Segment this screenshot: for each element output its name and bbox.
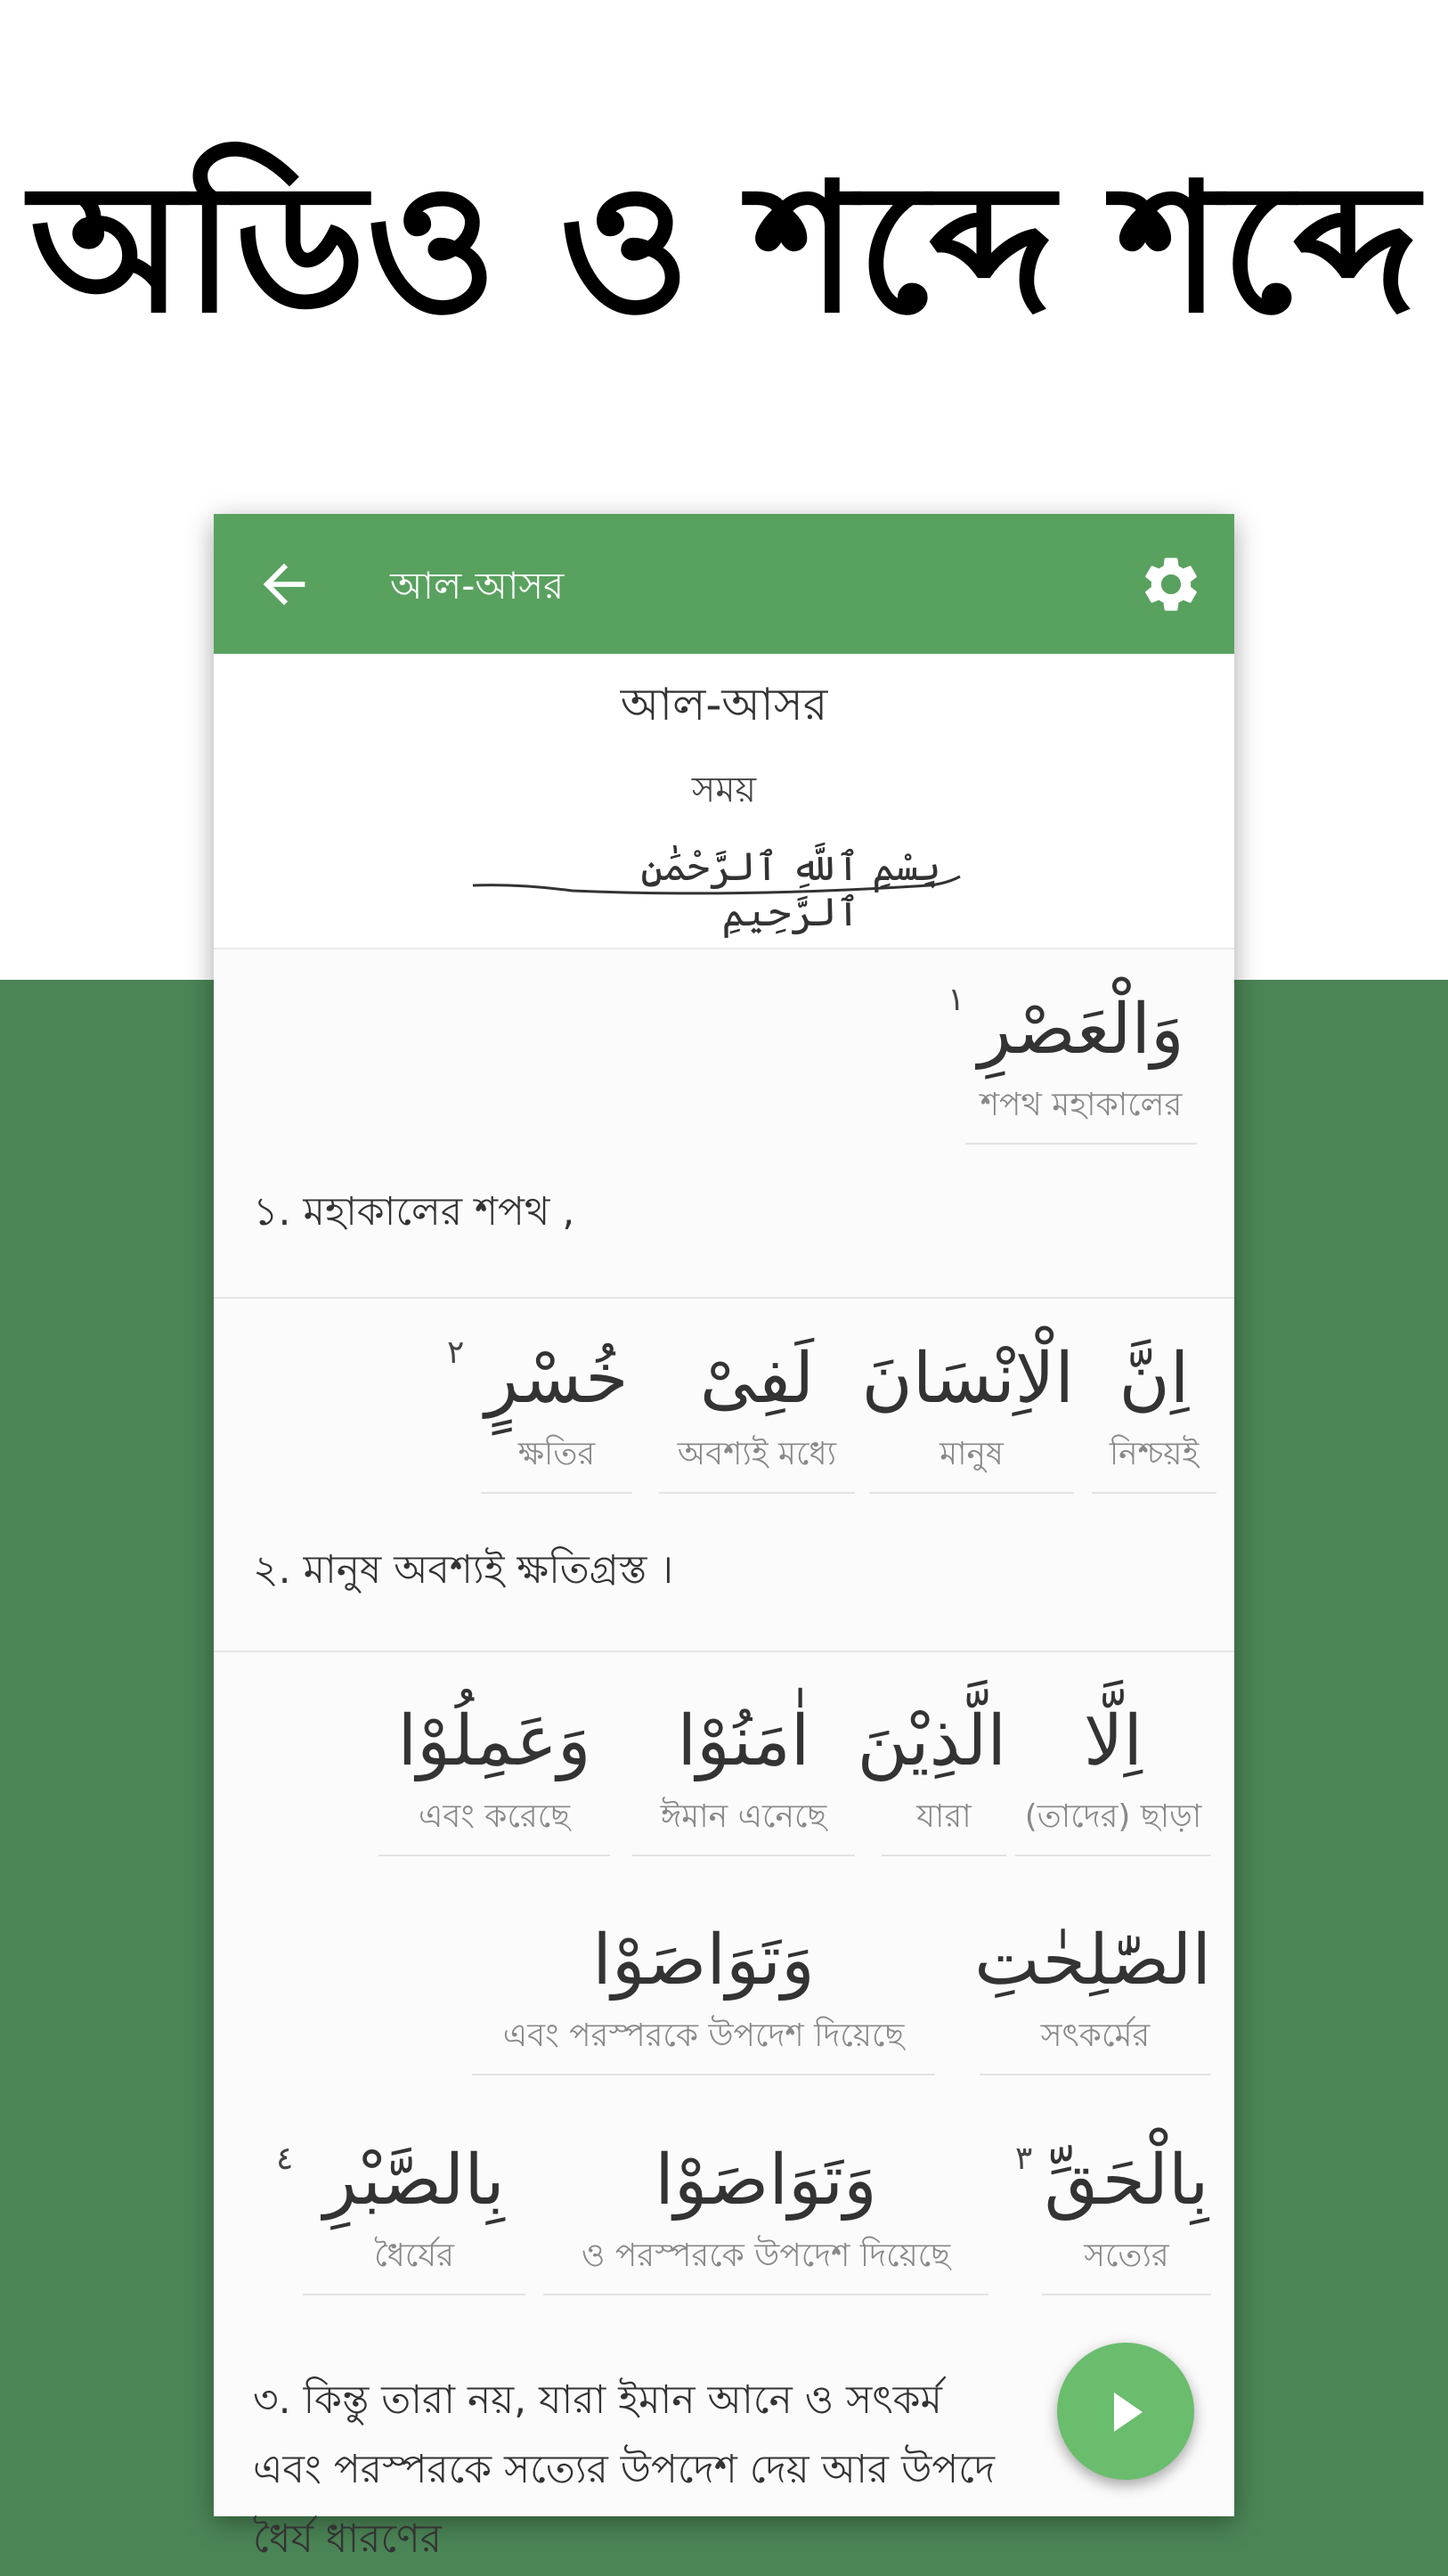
arabic-word: لَفِىْ (699, 1339, 815, 1419)
arabic-word: الْاِنْسَانَ (861, 1339, 1074, 1419)
word-item[interactable] (543, 2136, 988, 2295)
verse-translation-line: ধৈর্য ধারণের (253, 2516, 442, 2562)
word-item[interactable] (1092, 1334, 1216, 1494)
arabic-word: وَعَمِلُوْا (397, 1701, 591, 1781)
surah-meaning: সময় (691, 770, 757, 811)
word-item[interactable] (378, 1697, 610, 1856)
app-bar (214, 514, 1234, 654)
arabic-word: اٰمَنُوْا (677, 1701, 810, 1781)
word-item[interactable] (659, 1334, 855, 1494)
app-bar-title: আল-আসর (390, 564, 565, 607)
word-meaning: ঈমান এনেছে (632, 1792, 855, 1856)
gear-icon[interactable] (1138, 551, 1204, 617)
arabic-word: بِالصَّبْرِ (323, 2140, 505, 2221)
app-screen (214, 514, 1234, 2562)
ayah-number-marker: ٣ (1015, 2140, 1033, 2177)
play-icon (1114, 2393, 1143, 2432)
word-meaning: সত্যের (1042, 2231, 1211, 2295)
play-button[interactable] (1057, 2343, 1194, 2480)
promo-headline: অডিও ও শব্দে শব্দে (29, 145, 1419, 353)
arabic-word: وَالْعَصْرِ (978, 990, 1184, 1070)
verse-translation-line: ৩. কিন্তু তারা নয়, যারা ইমান আনে ও সৎকর্ম (253, 2377, 942, 2423)
word-meaning: যারা (882, 1792, 1006, 1856)
word-meaning: সৎকর্মের (980, 2011, 1211, 2075)
arabic-word: وَتَوَاصَوْا (655, 2140, 877, 2221)
word-meaning: ধৈর্যের (303, 2231, 525, 2295)
word-meaning: শপথ মহাকালের (965, 1080, 1197, 1145)
word-meaning: ও পরস্পরকে উপদেশ দিয়েছে (543, 2231, 988, 2295)
surah-name: আল-আসর (620, 679, 828, 730)
verse-translation: ১. মহাকালের শপথ , (253, 1189, 575, 1235)
arabic-word: اِلَّا (1083, 1701, 1143, 1781)
verse-translation-line: এবং পরস্পরকে সত্যের উপদেশ দেয় আর উপদে (253, 2447, 996, 2492)
word-item[interactable] (1042, 2136, 1211, 2295)
arabic-word: الصّٰلِحٰتِ (974, 1920, 1211, 2001)
surah-header (214, 654, 1234, 950)
word-meaning: মানুষ (869, 1430, 1074, 1494)
ayah-number-marker: ١ (948, 982, 965, 1018)
word-item[interactable] (303, 2136, 525, 2295)
word-meaning: নিশ্চয়ই (1092, 1430, 1216, 1494)
word-item[interactable] (861, 1334, 1074, 1494)
ayah-number-marker: ٤ (276, 2140, 294, 2177)
bismillah-text: بِسْمِ ٱللَّهِ ٱلرَّحْمَٰنِ ٱلرَّحِيمِ (640, 844, 941, 935)
bismillah-calligraphy (466, 832, 982, 935)
arabic-word: الَّذِيْنَ (857, 1701, 1006, 1781)
word-item[interactable] (974, 1916, 1211, 2075)
word-item[interactable] (632, 1697, 855, 1856)
word-meaning: অবশ্যই মধ্যে (659, 1430, 855, 1494)
word-meaning: এবং পরস্পরকে উপদেশ দিয়েছে (472, 2011, 935, 2075)
arabic-word: اِنَّ (1119, 1339, 1190, 1419)
word-meaning: এবং করেছে (378, 1792, 610, 1856)
verse-2[interactable] (214, 1299, 1234, 1652)
word-item[interactable] (857, 1697, 1006, 1856)
word-item[interactable] (1015, 1697, 1211, 1856)
word-meaning: ক্ষতির (481, 1430, 632, 1494)
word-meaning: (তাদের) ছাড়া (1015, 1792, 1211, 1856)
arrow-back-icon[interactable] (253, 553, 315, 615)
verse-1[interactable] (214, 950, 1234, 1299)
word-item[interactable] (965, 985, 1197, 1145)
ayah-number-marker: ٢ (447, 1334, 465, 1371)
arabic-word: خُسْرٍ (484, 1339, 629, 1419)
arabic-word: وَتَوَاصَوْا (592, 1920, 815, 2001)
arabic-word: بِالْحَقِّ (1044, 2140, 1209, 2221)
word-item[interactable] (481, 1334, 632, 1494)
word-item[interactable] (472, 1916, 935, 2075)
verse-translation: ২. মানুষ অবশ্যই ক্ষতিগ্রস্ত । (253, 1547, 674, 1593)
